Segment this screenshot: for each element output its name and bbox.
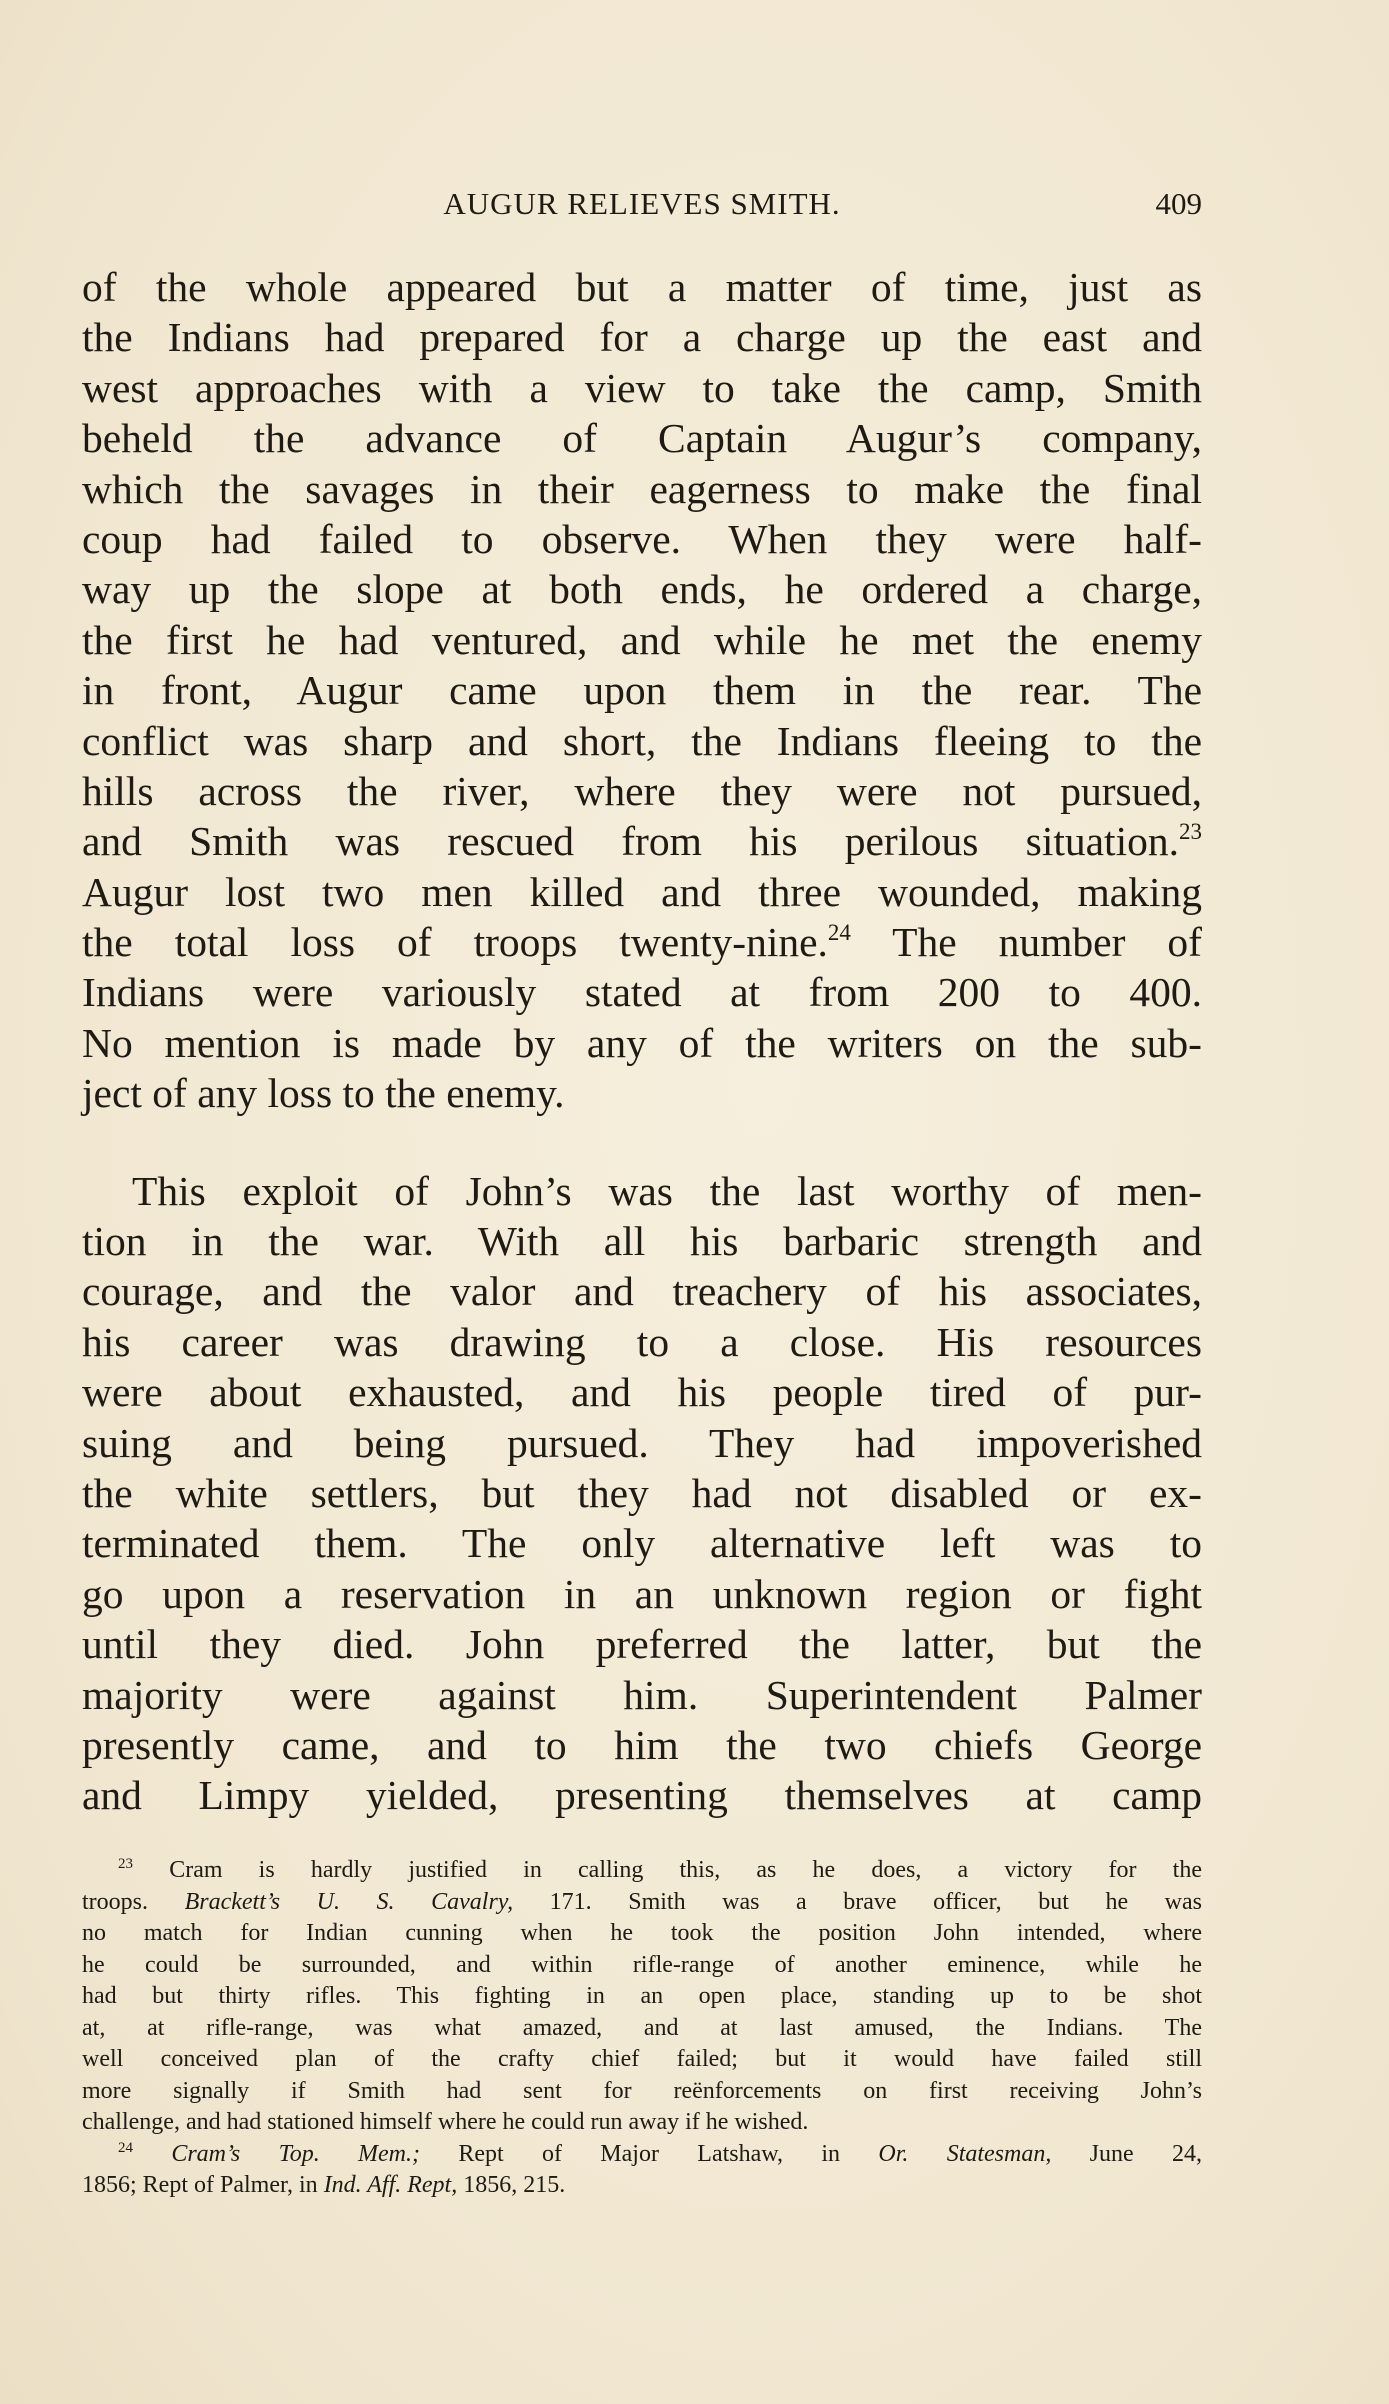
footnotes [82,1855,1202,2202]
text-line [82,917,1202,967]
paragraph-2 [82,1166,1202,1821]
text-line: conflict was sharp and short, the Indians fleeing to the [82,717,1202,764]
text-line: the first he had ventured, and while he met the enemy [82,616,1202,663]
page-number: 409 [1155,186,1202,221]
footnote-line: challenge, and had stationed himself where he could run away if he wished. [82,2109,809,2135]
paragraph-1 [82,262,1202,1119]
footnote-text: 1856; Rept of Palmer, in [82,2172,324,2198]
footnote-24 [82,2139,1202,2202]
footnote-text: troops. [82,1888,185,1915]
text-line: No mention is made by any of the writers on the sub- [82,1019,1202,1066]
footnote-citation-italic: Ind. Aff. Rept, [323,2172,458,2198]
text-line: tion in the war. With all his barbaric strength and [82,1218,1202,1265]
body-text [82,262,1202,1821]
footnote-citation-italic: Cram’s Top. Mem.; [171,2140,421,2167]
footnote-line: had but thirty rifles. This fighting in an open place, standing up to be shot [82,1983,1202,2009]
text-line: and Limpy yielded, presenting themselves at camp [82,1772,1202,1819]
footnote-line [82,2170,1202,2202]
running-head [82,186,1202,226]
text-line: Augur lost two men killed and three wounded, making [82,868,1202,915]
footnote-23 [82,1855,1202,2139]
footnote-line [82,2139,1202,2171]
text-line: courage, and the valor and treachery of his associates, [82,1268,1202,1315]
text-line: his career was drawing to a close. His resources [82,1318,1202,1365]
chapter-running-title: AUGUR RELIEVES SMITH. [443,186,841,221]
footnote-text: 1856, 215. [457,2172,566,2198]
footnote-line: well conceived plan of the crafty chief failed; but it would have failed still [82,2046,1202,2072]
text-line: beheld the advance of Captain Augur’s company, [82,415,1202,462]
text-line: hills across the river, where they were not pursued, [82,767,1202,814]
footnote-text: Rept of Major Latshaw, in [420,2140,879,2167]
text-line: ject of any loss to the enemy. [82,1070,565,1117]
footnote-marker: 24 [118,2139,133,2156]
footnote-text: 171. Smith was a brave officer, but he was [513,1888,1202,1915]
footnote-citation-italic: Brackett’s U. S. Cavalry, [184,1888,514,1915]
text-line [82,816,1202,866]
text-line: presently came, and to him the two chiefs George [82,1721,1202,1768]
footnote-line [82,1887,1202,1919]
text-line: coup had failed to observe. When they were half- [82,515,1202,562]
footnote-line: he could be surrounded, and within rifle-range of another eminence, while he [82,1951,1202,1978]
text-line: way up the slope at both ends, he ordered a charge, [82,566,1202,613]
line-text: the total loss of troops twenty-nine. [82,919,828,966]
footnote-marker: 23 [118,1856,133,1872]
footnote-line [82,1855,1202,1887]
text-line: terminated them. The only alternative left was to [82,1520,1202,1567]
text-line: go upon a reservation in an unknown region or fight [82,1570,1202,1617]
footnote-line: more signally if Smith had sent for reënforcements on first receiving John’s [82,2077,1202,2104]
text-line: which the savages in their eagerness to make the final [82,465,1202,512]
text-line: the Indians had prepared for a charge up the east and [82,314,1202,361]
footnote-citation-italic: Or. Statesman, [878,2140,1052,2167]
footnote-ref-24: 24 [827,920,851,946]
text-line: majority were against him. Superintendent Palmer [82,1671,1202,1718]
line-text: The number of [850,919,1202,966]
text-line: the white settlers, but they had not disabled or ex- [82,1469,1202,1516]
paragraph-gap [82,1119,1202,1166]
footnote-text: June 24, [1051,2140,1203,2167]
text-line: of the whole appeared but a matter of time, just as [82,264,1202,310]
text-line: until they died. John preferred the latter, but the [82,1621,1202,1668]
footnote-text: Cram is hardly justified in calling this, as he does, a victory for the [169,1857,1203,1883]
text-line: in front, Augur came upon them in the rear. The [82,667,1202,714]
text-line: Indians were variously stated at from 200 to 400. [82,969,1202,1016]
text-line: west approaches with a view to take the camp, Smith [82,364,1202,411]
footnote-line: at, at rifle-range, was what amazed, and at last amused, the Indians. The [82,2014,1202,2041]
text-line: suing and being pursued. They had impoverished [82,1419,1202,1466]
text-line: were about exhausted, and his people tired of pur- [82,1369,1202,1416]
text-line: This exploit of John’s was the last worthy of men- [132,1167,1202,1214]
footnote-line: no match for Indian cunning when he took the position John intended, where [82,1920,1202,1946]
footnote-ref-23: 23 [1179,819,1202,845]
line-text: and Smith was rescued from his perilous situation. [82,818,1179,865]
